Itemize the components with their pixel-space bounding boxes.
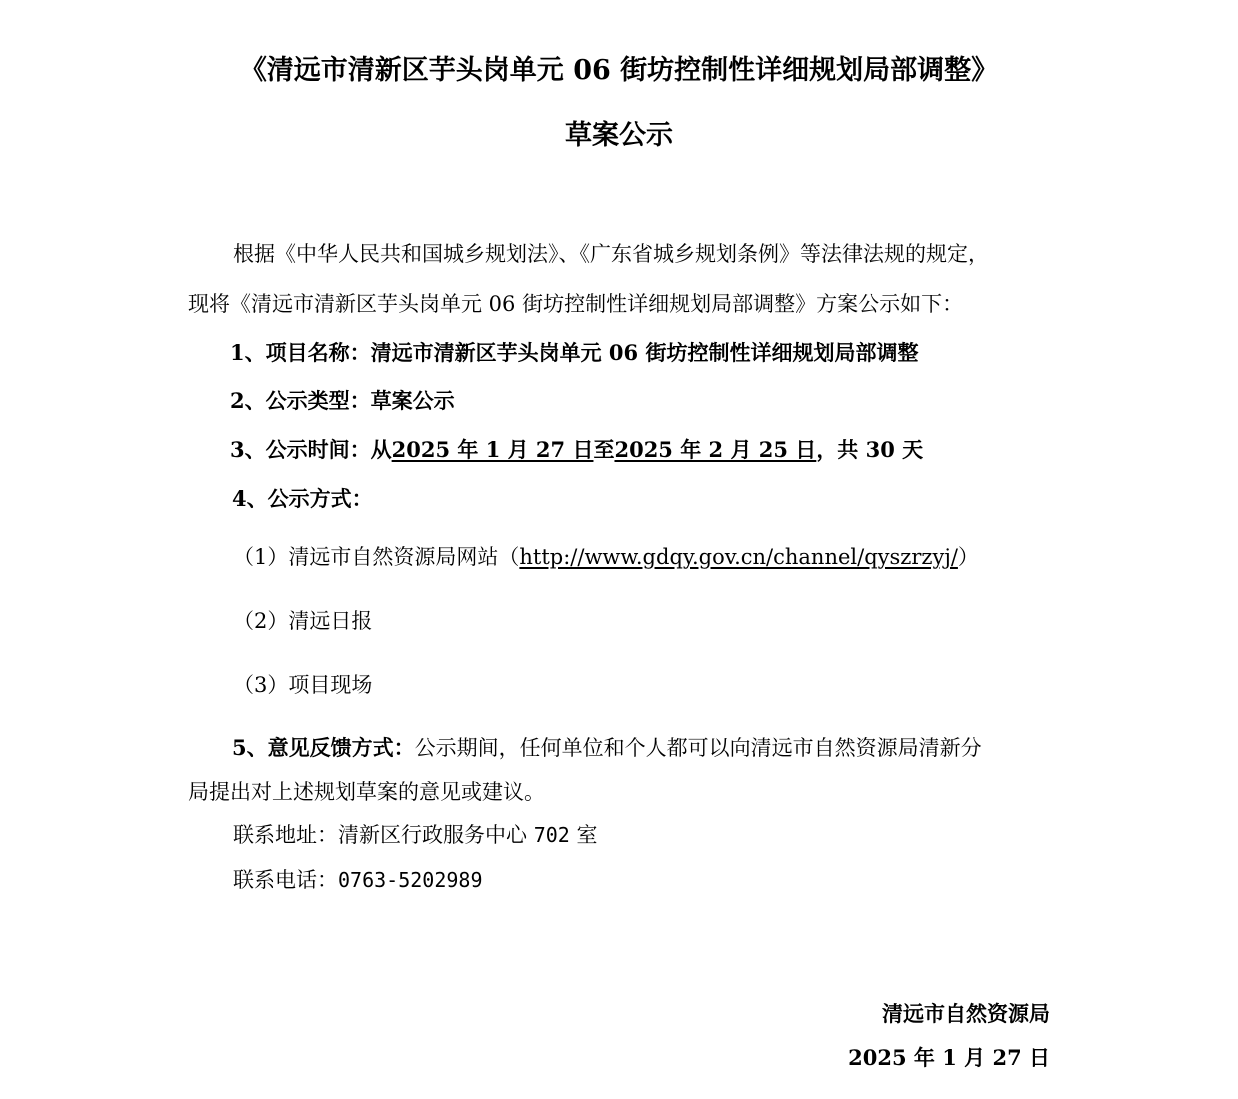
publicity-total-days: ，共 30 天 xyxy=(816,437,924,462)
intro-line-1: 根据《中华人民共和国城乡规划法》、《广东省城乡规划条例》等法律法规的规定， xyxy=(233,242,989,266)
signature-date: 2025 年 1 月 27 日 xyxy=(848,1045,1050,1070)
item-publicity-method-label: 4、公示方式： xyxy=(232,486,373,511)
publicity-end-date: 2025 年 2 月 25 日 xyxy=(614,437,817,462)
publicity-method-website xyxy=(233,541,979,571)
contact-address xyxy=(233,819,598,849)
item-publicity-type xyxy=(230,385,455,415)
item-publicity-type-label: 2、公示类型： xyxy=(230,388,371,413)
document-title: 《清远市清新区芋头岗单元 06 街坊控制性详细规划局部调整》 xyxy=(239,55,999,86)
intro-line-2: 现将《清远市清新区芋头岗单元 06 街坊控制性详细规划局部调整》方案公示如下： xyxy=(188,292,964,316)
method-website-prefix: （1）清远市自然资源局网站（ xyxy=(233,545,520,569)
item-project-name-value: 清远市清新区芋头岗单元 06 街坊控制性详细规划局部调整 xyxy=(370,340,919,365)
item-feedback-text-1: 公示期间，任何单位和个人都可以向清远市自然资源局清新分 xyxy=(414,736,982,760)
contact-address-suffix: 室 xyxy=(569,823,598,847)
website-link[interactable]: http://www.gdqy.gov.cn/channel/qyszrzyj/ xyxy=(519,545,958,569)
contact-address-room: 702 xyxy=(533,823,570,847)
item-feedback xyxy=(232,732,982,762)
contact-address-text: 清新区行政服务中心 xyxy=(338,823,534,847)
item-project-name-label: 1、项目名称： xyxy=(230,340,371,365)
item-feedback-label: 5、意见反馈方式： xyxy=(232,735,415,760)
contact-phone-label: 联系电话： xyxy=(233,868,338,892)
contact-phone xyxy=(233,864,483,894)
item-publicity-time-label: 3、公示时间： xyxy=(230,437,371,462)
publicity-method-newspaper: （2）清远日报 xyxy=(233,609,373,633)
publicity-start-date: 2025 年 1 月 27 日 xyxy=(391,437,594,462)
item-publicity-time xyxy=(230,434,923,464)
contact-address-label: 联系地址： xyxy=(233,823,338,847)
publicity-time-from: 从 xyxy=(370,437,392,462)
document-subtitle: 草案公示 xyxy=(565,120,673,151)
item-project-name xyxy=(230,337,918,367)
contact-phone-number: 0763-5202989 xyxy=(338,868,483,892)
item-feedback-text-2: 局提出对上述规划草案的意见或建议。 xyxy=(188,780,545,804)
signature-org: 清远市自然资源局 xyxy=(882,1001,1050,1026)
publicity-time-to: 至 xyxy=(593,437,615,462)
method-website-suffix: ） xyxy=(957,545,979,569)
item-publicity-type-value: 草案公示 xyxy=(370,388,455,413)
publicity-method-site: （3）项目现场 xyxy=(233,673,373,697)
